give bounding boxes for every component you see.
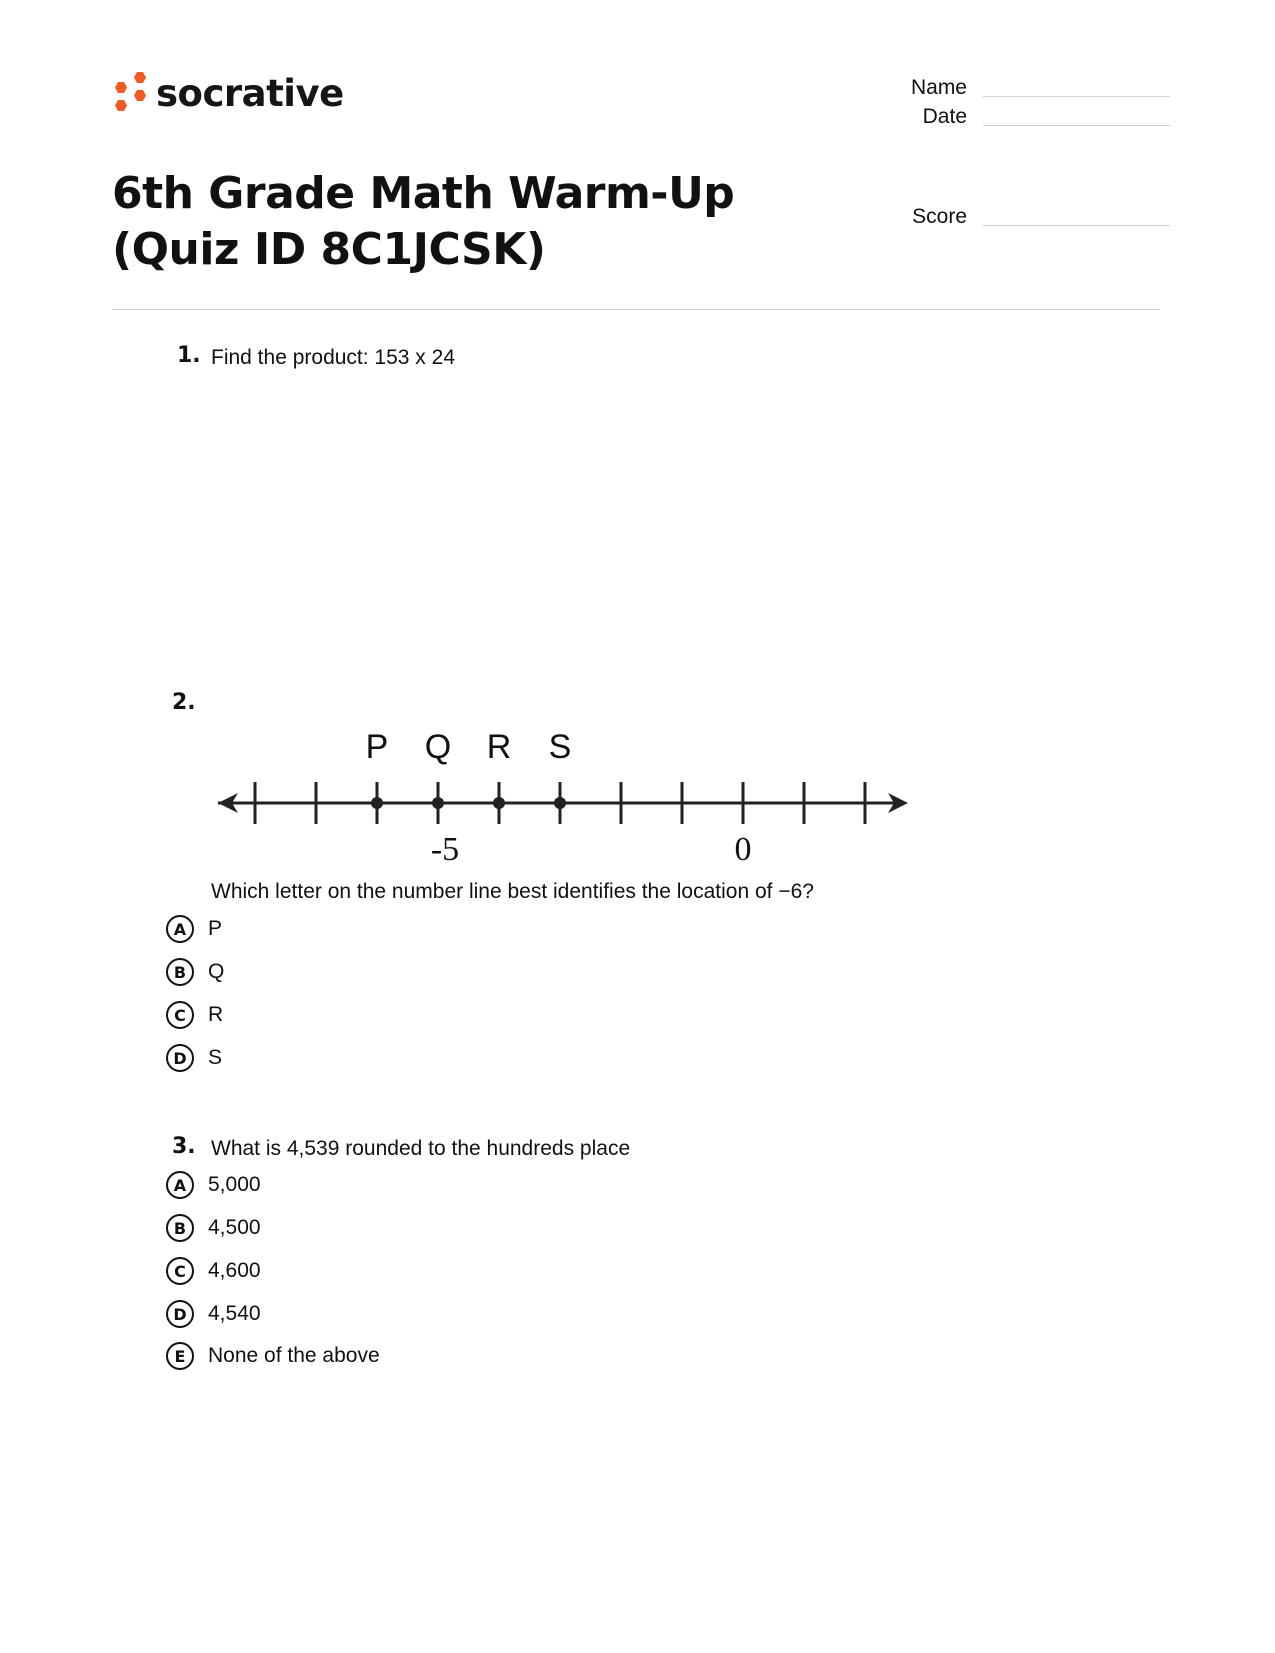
q3-option-c[interactable] [166,1254,261,1288]
q3-option-d[interactable] [166,1297,261,1331]
tick-label-neg5: -5 [430,831,460,868]
q2-option-b[interactable] [166,955,224,989]
q2-option-c[interactable] [166,998,223,1032]
option-text: 5,000 [208,1173,261,1196]
option-text: S [208,1046,223,1069]
question-1-text: Find the product: 153 x 24 [211,346,455,369]
point-label-p: P [365,728,389,766]
point-label-r: R [486,728,512,766]
point-s [554,797,566,809]
q3-option-a[interactable] [166,1168,261,1202]
question-1-number: 1. [177,343,201,368]
date-field[interactable] [880,105,1170,129]
option-text: None of the above [208,1344,380,1367]
answer-bubble-e[interactable]: E [166,1342,194,1370]
name-field[interactable] [880,76,1170,100]
answer-bubble-b[interactable]: B [166,1214,194,1242]
name-label: Name [910,76,967,99]
answer-bubble-d[interactable]: D [166,1300,194,1328]
score-field[interactable] [880,205,1170,229]
answer-bubble-a[interactable]: A [166,915,194,943]
answer-bubble-c[interactable]: C [166,1001,194,1029]
point-q [432,797,444,809]
quiz-title: 6th Grade Math Warm-Up (Quiz ID 8C1JCSK) [112,168,735,275]
date-line[interactable] [983,124,1170,126]
q2-option-a[interactable] [166,912,222,946]
question-2-text: Which letter on the number line best identifies the location of −6? [211,880,814,903]
option-text: 4,600 [208,1259,261,1282]
option-text: R [208,1003,224,1026]
score-label: Score [912,205,967,228]
question-3-text: What is 4,539 rounded to the hundreds place [211,1137,631,1160]
q3-option-e[interactable] [166,1339,380,1373]
q3-option-b[interactable] [166,1211,261,1245]
q2-option-d[interactable] [166,1041,222,1075]
date-label: Date [922,105,967,128]
tick-label-zero: 0 [734,831,752,868]
name-line[interactable] [983,95,1170,97]
answer-bubble-a[interactable]: A [166,1171,194,1199]
point-label-s: S [548,728,572,766]
point-p [371,797,383,809]
answer-bubble-c[interactable]: C [166,1257,194,1285]
point-label-q: Q [424,728,452,766]
question-3-number: 3. [172,1134,196,1159]
socrative-logo [110,70,344,120]
point-r [493,797,505,809]
answer-bubble-b[interactable]: B [166,958,194,986]
number-line-figure [210,720,910,880]
header-divider [112,309,1160,310]
option-text: 4,500 [208,1216,261,1239]
brand-name: socrative [156,71,344,115]
answer-bubble-d[interactable]: D [166,1044,194,1072]
question-2-number: 2. [172,690,196,715]
option-text: 4,540 [208,1302,261,1325]
score-line[interactable] [983,224,1170,226]
option-text: Q [208,960,225,983]
hexagon-logo-icon [110,70,150,120]
option-text: P [208,917,223,940]
